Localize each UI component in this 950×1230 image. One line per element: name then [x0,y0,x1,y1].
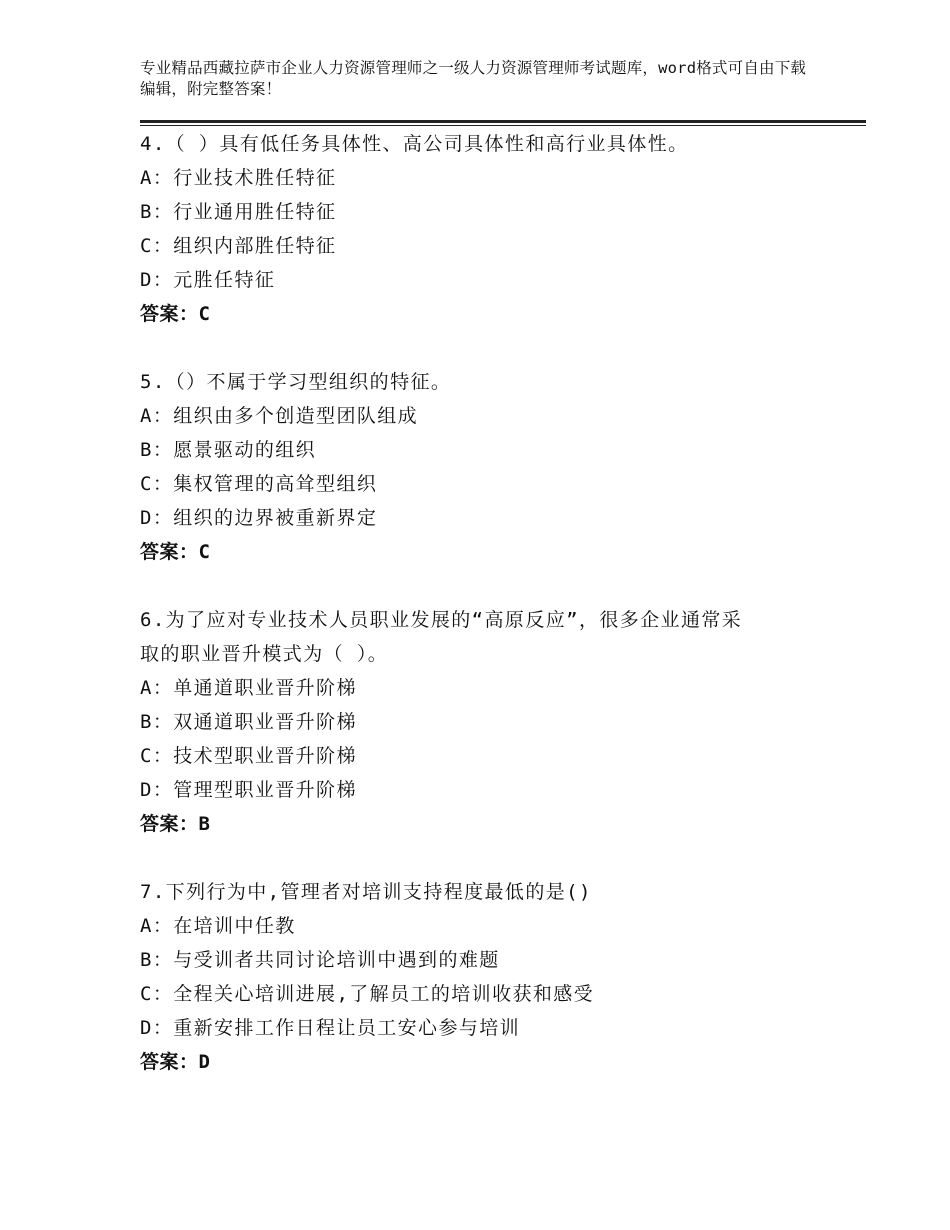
option-d: D：重新安排工作日程让员工安心参与培训 [140,1017,521,1039]
header-divider-thick [140,120,866,123]
answer: 答案：C [140,303,211,325]
option-b: B：与受训者共同讨论培训中遇到的难题 [140,949,500,971]
question-stem: 5.（）不属于学习型组织的特征。 [140,371,452,393]
option-c: C：全程关心培训进展,了解员工的培训收获和感受 [140,983,595,1005]
question-stem: 7.下列行为中,管理者对培训支持程度最低的是() [140,881,592,903]
question-spacer [140,569,840,603]
answer: 答案：D [140,1051,211,1073]
question-spacer [140,841,840,875]
question-stem: 6.为了应对专业技术人员职业发展的“高原反应”，很多企业通常采 [140,609,743,631]
option-a: A：单通道职业晋升阶梯 [140,677,357,699]
question-5 [140,365,840,569]
option-d: D：管理型职业晋升阶梯 [140,779,357,801]
option-b: B：愿景驱动的组织 [140,439,317,461]
question-stem: 4.（ ）具有低任务具体性、高公司具体性和高行业具体性。 [140,133,689,155]
option-a: A：在培训中任教 [140,915,296,937]
question-6 [140,603,840,841]
header-divider-thin [140,125,866,126]
option-a: A：组织由多个创造型团队组成 [140,405,419,427]
option-c: C：技术型职业晋升阶梯 [140,745,357,767]
option-b: B：行业通用胜任特征 [140,201,337,223]
option-d: D：组织的边界被重新界定 [140,507,378,529]
option-c: C：组织内部胜任特征 [140,235,337,257]
question-stem-continued: 取的职业晋升模式为（ ）。 [140,643,389,665]
option-a: A：行业技术胜任特征 [140,167,337,189]
question-4 [140,127,840,331]
option-c: C：集权管理的高耸型组织 [140,473,378,495]
option-b: B：双通道职业晋升阶梯 [140,711,357,733]
question-spacer [140,331,840,365]
document-header: 专业精品西藏拉萨市企业人力资源管理师之一级人力资源管理师考试题库，word格式可自由下载编辑，附完整答案！ [140,59,807,98]
question-7 [140,875,840,1079]
question-list [140,127,840,1079]
answer: 答案：C [140,541,211,563]
answer: 答案：B [140,813,211,835]
option-d: D：元胜任特征 [140,269,276,291]
